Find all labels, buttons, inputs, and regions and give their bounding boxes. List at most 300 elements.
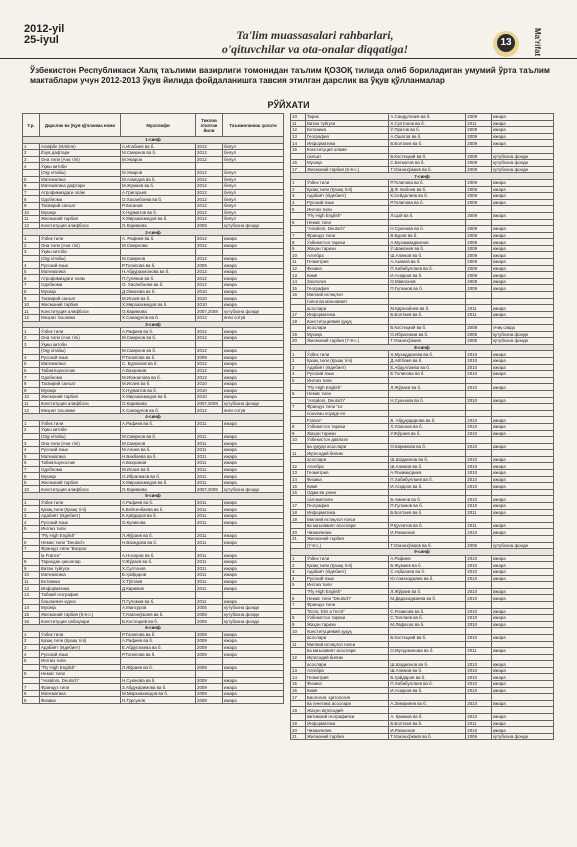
book-status: ижара [491, 687, 553, 694]
row-number: 2 [23, 506, 40, 513]
row-number: 1 [23, 499, 40, 506]
book-title: Ботаника [305, 127, 388, 134]
book-author [389, 390, 466, 397]
book-status: ижара [491, 212, 553, 219]
left-column [22, 113, 284, 704]
book-year: 2012 [196, 367, 223, 374]
table-row [291, 536, 554, 543]
book-status: ижара [223, 433, 284, 440]
book-author: О.Каримова ва б. [389, 443, 466, 450]
book-status: ижара [223, 512, 284, 519]
book-author: М.Жумаев ва б. [121, 183, 196, 190]
book-year: 2012 [196, 183, 223, 190]
table-row [23, 565, 284, 572]
book-year [466, 641, 492, 648]
book-status: ижара [491, 311, 553, 318]
book-author: У.Жўраев ва б. [121, 559, 196, 566]
table-row [291, 595, 554, 602]
book-author: Н.Абдурахмонова ва б. [121, 268, 196, 275]
book-year: 2008 [196, 611, 223, 618]
table-row [23, 585, 284, 592]
book-status: ижара [223, 282, 284, 289]
row-number: 8 [23, 380, 40, 387]
book-status: ижара [491, 503, 553, 510]
book-title: Табиатшунослик [40, 460, 121, 467]
book-year: 2012 [196, 150, 223, 157]
book-year: 2011 [196, 539, 223, 546]
book-author: О.Каримова [121, 400, 196, 407]
book-status: ижара [223, 361, 284, 368]
table-row [23, 275, 284, 282]
book-status: ижара [223, 380, 284, 387]
table-row [23, 539, 284, 546]
book-year [466, 628, 492, 635]
table-row [291, 503, 554, 510]
col-header: Тиклов этилган йили [196, 114, 223, 137]
book-status: ижара [223, 684, 284, 691]
book-year [196, 657, 223, 664]
book-author: О.Мавлонов [389, 278, 466, 285]
row-number: 5 [23, 453, 40, 460]
book-status: кутубхона фонди [223, 605, 284, 612]
book-year: 2011 [466, 305, 492, 312]
book-author: Д.Ф. Бабоев ва б. [389, 186, 466, 193]
book-year: 2009 [466, 127, 492, 134]
row-number: 18 [291, 707, 306, 714]
book-status: ижара [223, 334, 284, 341]
book-title: Русский язык [40, 651, 121, 658]
book-author [121, 427, 196, 434]
book-status: ижара [491, 661, 553, 668]
book-title: Конституция алифбоси [40, 486, 121, 493]
book-author: Ў.Пратов ва б. [389, 127, 466, 134]
table-row [23, 644, 284, 651]
row-number: 6 [23, 183, 40, 190]
row-number: 11 [291, 450, 306, 457]
book-year: 2010 [196, 301, 223, 308]
row-number: 2 [23, 427, 40, 434]
book-year: 2010 [466, 364, 492, 371]
book-status: ижара [491, 568, 553, 575]
book-year: 2010 [466, 681, 492, 688]
book-author: А.Рафиев ва б. [121, 328, 196, 335]
book-year: 2012 [196, 268, 223, 275]
table-row [23, 545, 284, 552]
book-title: Кимё [305, 272, 388, 279]
table-row [291, 127, 554, 134]
row-number: 13 [291, 667, 306, 674]
book-author: Р.Толипова ва б. [389, 199, 466, 206]
book-author: Ш.Алимов ва б. [389, 667, 466, 674]
book-title: ва маънавият асослари [305, 648, 388, 655]
book-author: А.Мухаммаджонов [389, 239, 466, 246]
row-number: 15 [291, 483, 306, 490]
row-number: 7 [291, 232, 306, 239]
book-author: Х.Санақулов ва б. [121, 407, 196, 414]
book-author: Н.Вахидова ва б. [121, 539, 196, 546]
book-title: Алгебра [305, 463, 388, 470]
book-status: ижара [491, 681, 553, 688]
book-status: ижара [491, 371, 553, 378]
book-status: ижара [223, 631, 284, 638]
book-status: ижара [491, 127, 553, 134]
book-year: 2011 [196, 532, 223, 539]
table-row [23, 176, 284, 183]
book-status: ижара [491, 562, 553, 569]
table-row [291, 371, 554, 378]
table-row [23, 374, 284, 381]
book-title: Алгебра [305, 252, 388, 259]
table-row [23, 301, 284, 308]
book-year: 2008 [466, 160, 492, 167]
book-title: Ўзбекистон тарихи [305, 239, 388, 246]
table-row [23, 196, 284, 203]
row-number: 17 [291, 503, 306, 510]
book-title: Немис тили “Deutsch- [40, 539, 121, 546]
table-header-row [23, 114, 284, 137]
book-title: Русский язык [40, 446, 121, 453]
book-title: Русский язык [305, 575, 388, 582]
row-number [23, 169, 40, 176]
row-number: 6 [23, 275, 40, 282]
table-row [23, 202, 284, 209]
book-status: ижара [491, 509, 553, 516]
row-number [291, 212, 306, 219]
book-year: 2012 [196, 176, 223, 183]
row-number: 17 [291, 166, 306, 173]
book-status: кутубхона фонди [491, 338, 553, 345]
book-title: “Assalom, Deutsch” [305, 226, 388, 233]
book-status [491, 582, 553, 589]
book-status [223, 657, 284, 664]
book-author: О.Каримова [121, 486, 196, 493]
book-status: ижара [223, 598, 284, 605]
row-number: 15 [23, 611, 40, 618]
row-number: 19 [291, 516, 306, 523]
book-author: М.Исаев ва б. [121, 466, 196, 473]
row-number: 9 [23, 295, 40, 302]
table-row [291, 377, 554, 384]
book-author: Х.Мирзаахмедов ва б. [121, 479, 196, 486]
row-number: 4 [23, 651, 40, 658]
book-title: Тасвирий санъат [40, 295, 121, 302]
book-title: Жаҳон иқтисодий- [305, 707, 388, 714]
book-status: ижара [491, 259, 553, 266]
table-row [23, 387, 284, 394]
book-title: la France” [40, 552, 121, 559]
book-year: 2010 [466, 483, 492, 490]
book-title: География [305, 133, 388, 140]
book-status: ижара [223, 578, 284, 585]
book-status: ижара [491, 351, 553, 358]
row-number: 6 [291, 219, 306, 226]
book-status [491, 410, 553, 417]
row-number: 14 [291, 674, 306, 681]
book-title: Она тили (Ана тілі) [40, 334, 121, 341]
book-title: ижтимоий географияси [305, 714, 388, 721]
table-row [291, 193, 554, 200]
row-number: 5 [23, 268, 40, 275]
book-status: ижара [223, 644, 284, 651]
book-status: ижара [223, 479, 284, 486]
row-number: 12 [291, 127, 306, 134]
book-author: С. Бурханов ва б. [121, 361, 196, 368]
book-year [466, 390, 492, 397]
row-number: 7 [23, 545, 40, 552]
book-author: Х.Мухиддинова ва б. [389, 351, 466, 358]
table-row [23, 631, 284, 638]
row-number: 2 [291, 357, 306, 364]
table-row [23, 532, 284, 539]
book-status: ижара [491, 114, 553, 121]
book-title: Адабиёт (Әдебиет) [40, 512, 121, 519]
book-title: ва ҳуқуқи асослари [305, 443, 388, 450]
book-year: 2009 [466, 272, 492, 279]
book-year: 2010 [466, 674, 492, 681]
book-author: Л.Жўраев ва б. [389, 588, 466, 595]
book-author: Е.Толипова ва б. [389, 371, 466, 378]
row-number: 4 [23, 262, 40, 269]
book-year: 2010 [466, 714, 492, 721]
book-status [491, 641, 553, 648]
table-row [291, 628, 554, 635]
table-row [291, 608, 554, 615]
book-status: ижара [491, 727, 553, 734]
book-status: ижара [491, 588, 553, 595]
row-number: 9 [23, 202, 40, 209]
row-number: 11 [291, 259, 306, 266]
table-row [291, 179, 554, 186]
table-row [291, 555, 554, 562]
table-row [23, 657, 284, 664]
book-title: Немис тили [305, 219, 388, 226]
row-number: 6 [23, 539, 40, 546]
book-author: О.Ибрагимов ва б. [121, 473, 196, 480]
row-number: 4 [23, 163, 40, 170]
book-author: О.Ибрагимов ва б. [389, 331, 466, 338]
book-author [121, 163, 196, 170]
row-number: 1 [23, 328, 40, 335]
table-row [291, 687, 554, 694]
row-number: 1 [291, 179, 306, 186]
book-author: П.Ғуломов ва б. [389, 503, 466, 510]
book-status: кутубхона фонди [223, 400, 284, 407]
book-status: бепул [223, 176, 284, 183]
table-row [23, 684, 284, 691]
table-row [291, 331, 554, 338]
book-year [196, 591, 223, 598]
book-title: Информатика [40, 585, 121, 592]
table-row [291, 186, 554, 193]
book-title: Русский язык [40, 519, 121, 526]
row-number: 10 [291, 252, 306, 259]
book-title: Мусиқа [305, 160, 388, 167]
grade-section-row [291, 344, 554, 351]
book-title: Жисмоний тарбия [40, 394, 121, 401]
book-author: А.Зикирияев ва б. [389, 700, 466, 707]
book-year: 2010 [466, 588, 492, 595]
table-row [291, 568, 554, 575]
row-number: 6 [291, 390, 306, 397]
book-title: Табиатшунослик [40, 367, 121, 374]
book-status: ижара [491, 239, 553, 246]
row-number [23, 348, 40, 355]
row-number: 9 [23, 479, 40, 486]
book-author [389, 292, 466, 299]
book-author: Ш.Алимов ва б. [389, 252, 466, 259]
book-year: 2011 [196, 499, 223, 506]
table-row [23, 486, 284, 493]
book-year: 2010 [466, 562, 492, 569]
row-number: 12 [23, 407, 40, 414]
book-year: 2010 [466, 667, 492, 674]
book-author [389, 206, 466, 213]
table-row [23, 348, 284, 355]
book-status: ижара [223, 585, 284, 592]
book-status: ижара [491, 621, 553, 628]
row-number: 1 [23, 631, 40, 638]
row-number: 16 [291, 687, 306, 694]
book-title: Одобнома [40, 374, 121, 381]
book-year: 2009 [196, 664, 223, 671]
book-year: 2005 [466, 542, 492, 549]
book-author: Б.Ҳайдаров ва б. [389, 674, 466, 681]
book-title: Ўзбек тили [305, 555, 388, 562]
table-row [23, 664, 284, 671]
book-year: 2006 [466, 733, 492, 740]
row-number: 11 [23, 308, 40, 315]
book-title: Конституциявий ҳуқуқ [305, 318, 388, 325]
book-status: ижара [491, 496, 553, 503]
book-year [466, 536, 492, 543]
book-year: 2009 [466, 245, 492, 252]
book-status: ижара [491, 714, 553, 721]
book-year: 2012 [196, 348, 223, 355]
book-status: ижара [223, 288, 284, 295]
book-year [466, 318, 492, 325]
book-author [389, 516, 466, 523]
book-title: Чизмачилик [305, 727, 388, 734]
book-status: ижара [223, 697, 284, 704]
book-author: Х.Мирзаахмедов ва б. [121, 394, 196, 401]
book-status: кутубхона фонди [491, 331, 553, 338]
book-author: О.Мусурмонова ва б. [389, 648, 466, 655]
book-title: Ўзбекистон давлати [305, 437, 388, 444]
book-author: П.Хабибуллаев ва б. [389, 265, 466, 272]
book-title: Она тили (Ана тілі) [40, 242, 121, 249]
book-year: 2009 [196, 638, 223, 645]
book-status [491, 601, 553, 608]
table-row [291, 562, 554, 569]
book-year: 2010 [466, 423, 492, 430]
book-status: ижара [491, 120, 553, 127]
table-row [291, 351, 554, 358]
table-row [23, 361, 284, 368]
book-author [389, 219, 466, 226]
row-number: 11 [291, 641, 306, 648]
book-status: янги сотув [223, 407, 284, 414]
book-author: Х.Мирзаахмедов ва б. [121, 301, 196, 308]
book-author: Х.Мирзаахмедов ва б. [121, 216, 196, 223]
book-author [389, 377, 466, 384]
table-row [291, 239, 554, 246]
row-number: 5 [23, 657, 40, 664]
book-author [389, 582, 466, 589]
table-row [291, 292, 554, 299]
book-status [491, 404, 553, 411]
book-status: ижара [223, 453, 284, 460]
table-row [23, 235, 284, 242]
book-status: бепул [223, 156, 284, 163]
book-author: Б. Абдуқодирова ва б. [389, 417, 466, 424]
book-author: М.Қирғизбоев ва б. [389, 305, 466, 312]
book-author: П.Ғуломов ва б. [389, 285, 466, 292]
book-year: 2011 [196, 479, 223, 486]
row-number: 10 [291, 628, 306, 635]
book-title: География [305, 503, 388, 510]
book-status [491, 654, 553, 661]
book-title: Ўзбек тили [305, 351, 388, 358]
row-number: 15 [291, 681, 306, 688]
book-status [223, 341, 284, 348]
book-author: П.Гуломов ва б. [121, 598, 196, 605]
book-year: 2011 [466, 509, 492, 516]
table-row [291, 114, 554, 121]
row-number: 4 [291, 575, 306, 582]
book-status [223, 163, 284, 170]
row-number [23, 677, 40, 684]
row-number [291, 648, 306, 655]
book-author: Р.Толипова ва б. [121, 631, 196, 638]
row-number: 4 [291, 199, 306, 206]
book-title: “Fly High English” [305, 384, 388, 391]
table-row [291, 529, 554, 536]
row-number: 2 [23, 638, 40, 645]
book-author: С.Бегматов ва б. [389, 160, 466, 167]
book-status: ижара [491, 193, 553, 200]
book-author: Ш.Алимов ва б. [389, 463, 466, 470]
row-number [291, 384, 306, 391]
book-author: А. Қаюмов ва б. [389, 714, 466, 721]
table-row [23, 591, 284, 598]
table-row [23, 169, 284, 176]
book-author: Б.Костецкий ва б. [121, 618, 196, 625]
book-title: Мусиқа [40, 473, 121, 480]
row-number [23, 255, 40, 262]
book-title: Ватан туйғуси [305, 120, 388, 127]
book-year: 2008 [466, 153, 492, 160]
book-title: Математика [40, 268, 121, 275]
book-year: 2011 [196, 460, 223, 467]
row-number: 8 [291, 239, 306, 246]
table-row [291, 166, 554, 173]
book-year: 2010 [466, 384, 492, 391]
book-status: кутубхона фонди [223, 222, 284, 229]
book-status: ижара [491, 674, 553, 681]
row-number [291, 714, 306, 721]
book-year: 2009 [466, 179, 492, 186]
book-author: Ш.Шодмонов ва б. [389, 456, 466, 463]
book-author [389, 146, 466, 153]
table-row [23, 288, 284, 295]
row-number: 1 [23, 235, 40, 242]
table-row [23, 433, 284, 440]
grade-section-row [23, 137, 284, 144]
book-year: 2012 [196, 315, 223, 322]
book-title: Физика [305, 265, 388, 272]
book-year [466, 582, 492, 589]
book-year: 2012 [196, 143, 223, 150]
